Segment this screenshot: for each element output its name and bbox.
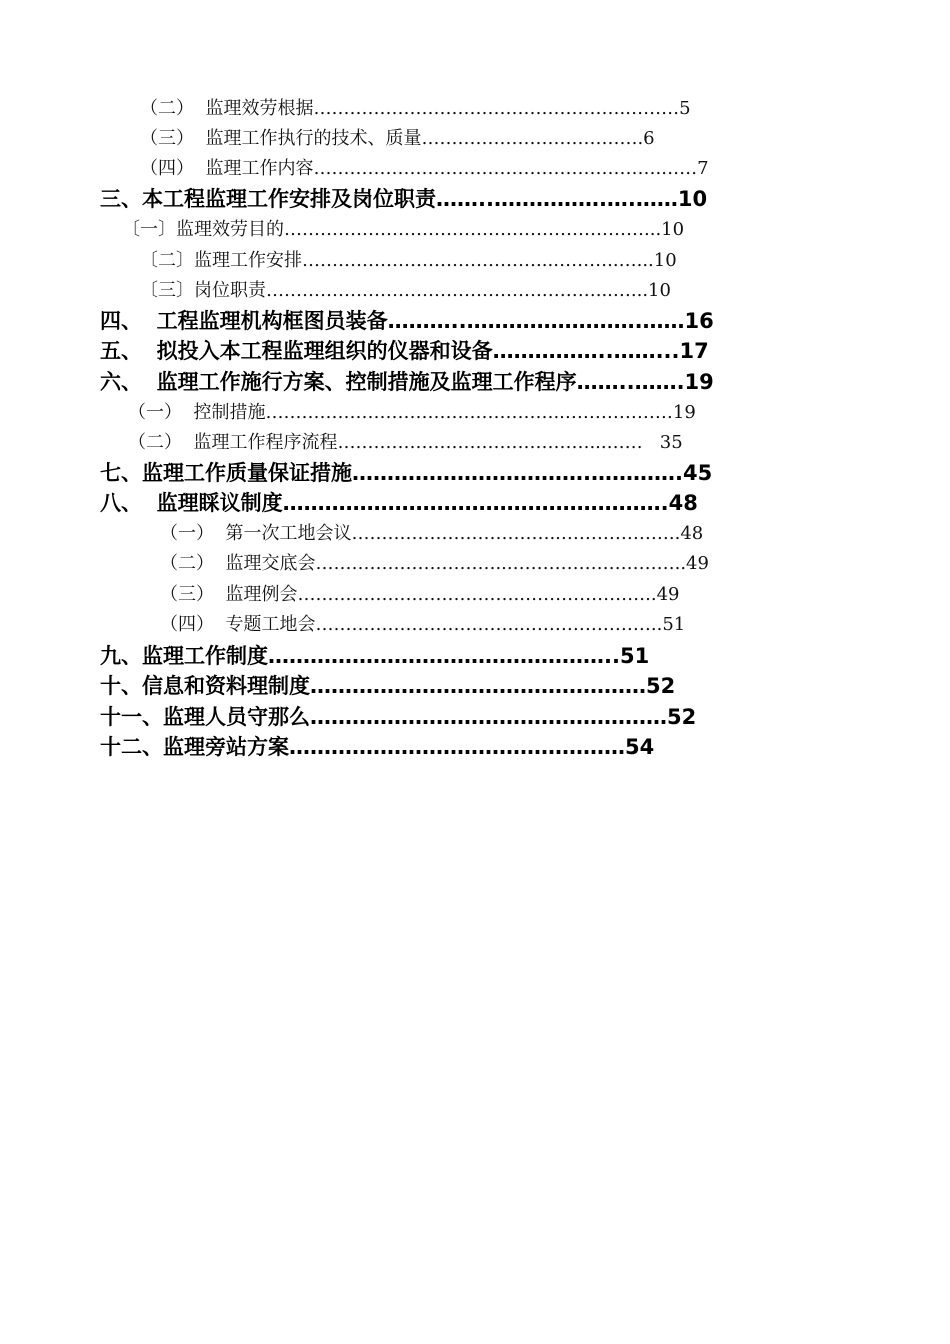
toc-chapter-4: 四、 工程监理机构框图员装备………..…………………….……16 (100, 309, 714, 333)
toc-entry-2-3: （三） 监理工作执行的技术、质量……………………………….6 (140, 128, 655, 149)
toc-entry-6-2: （二） 监理工作程序流程……………………………………...…… 35 (128, 432, 683, 453)
toc-chapter-10: 十、信息和资料理制度…………………………………………52 (100, 674, 676, 698)
toc-chapter-9: 九、监理工作制度…………………………………………..51 (100, 644, 650, 668)
toc-chapter-7: 七、监理工作质量保证措施…………………………….………….45 (100, 461, 713, 485)
toc-entry-8-2: （二） 监理交底会…………………………...………………………..49 (160, 553, 709, 574)
toc-entry-3-2: 〔二〕监理工作安排…………………………………...………..…...10 (140, 250, 677, 271)
toc-chapter-11: 十一、监理人员守那么……………………………………………52 (100, 705, 697, 729)
toc-entry-3-1: 〔一〕监理效劳目的……………………………………………………...10 (122, 219, 685, 240)
toc-chapter-12: 十二、监理旁站方案…………………………………………54 (100, 735, 655, 759)
toc-chapter-6: 六、 监理工作施行方案、控制措施及监理工作程序……..…….19 (100, 370, 714, 394)
toc-chapter-8: 八、 监理睬议制度……………………………………………….48 (100, 491, 698, 515)
toc-entry-6-1: （一） 控制措施…………………………………………..………………19 (128, 402, 696, 423)
toc-entry-8-1: （一） 第一次工地会议……………………………..………………..48 (160, 523, 704, 544)
toc-entry-8-4: （四） 专题工地会……………………………..…………………..51 (160, 614, 686, 635)
toc-entry-2-2: （二） 监理效劳根据…………………………………………….………5 (140, 98, 691, 119)
toc-entry-8-3: （三） 监理例会……………………………….…………………..49 (160, 584, 680, 605)
toc-chapter-3: 三、本工程监理工作安排及岗位职责……..…………….….……10 (100, 187, 708, 211)
toc-chapter-5: 五、 拟投入本工程监理组织的仪器和设备……………..……...17 (100, 339, 709, 363)
toc-entry-3-3: 〔三〕岗位职责……………………………………….………...…...10 (140, 280, 671, 301)
toc-entry-2-4: （四） 监理工作内容………………………………………………….……7 (140, 158, 709, 179)
